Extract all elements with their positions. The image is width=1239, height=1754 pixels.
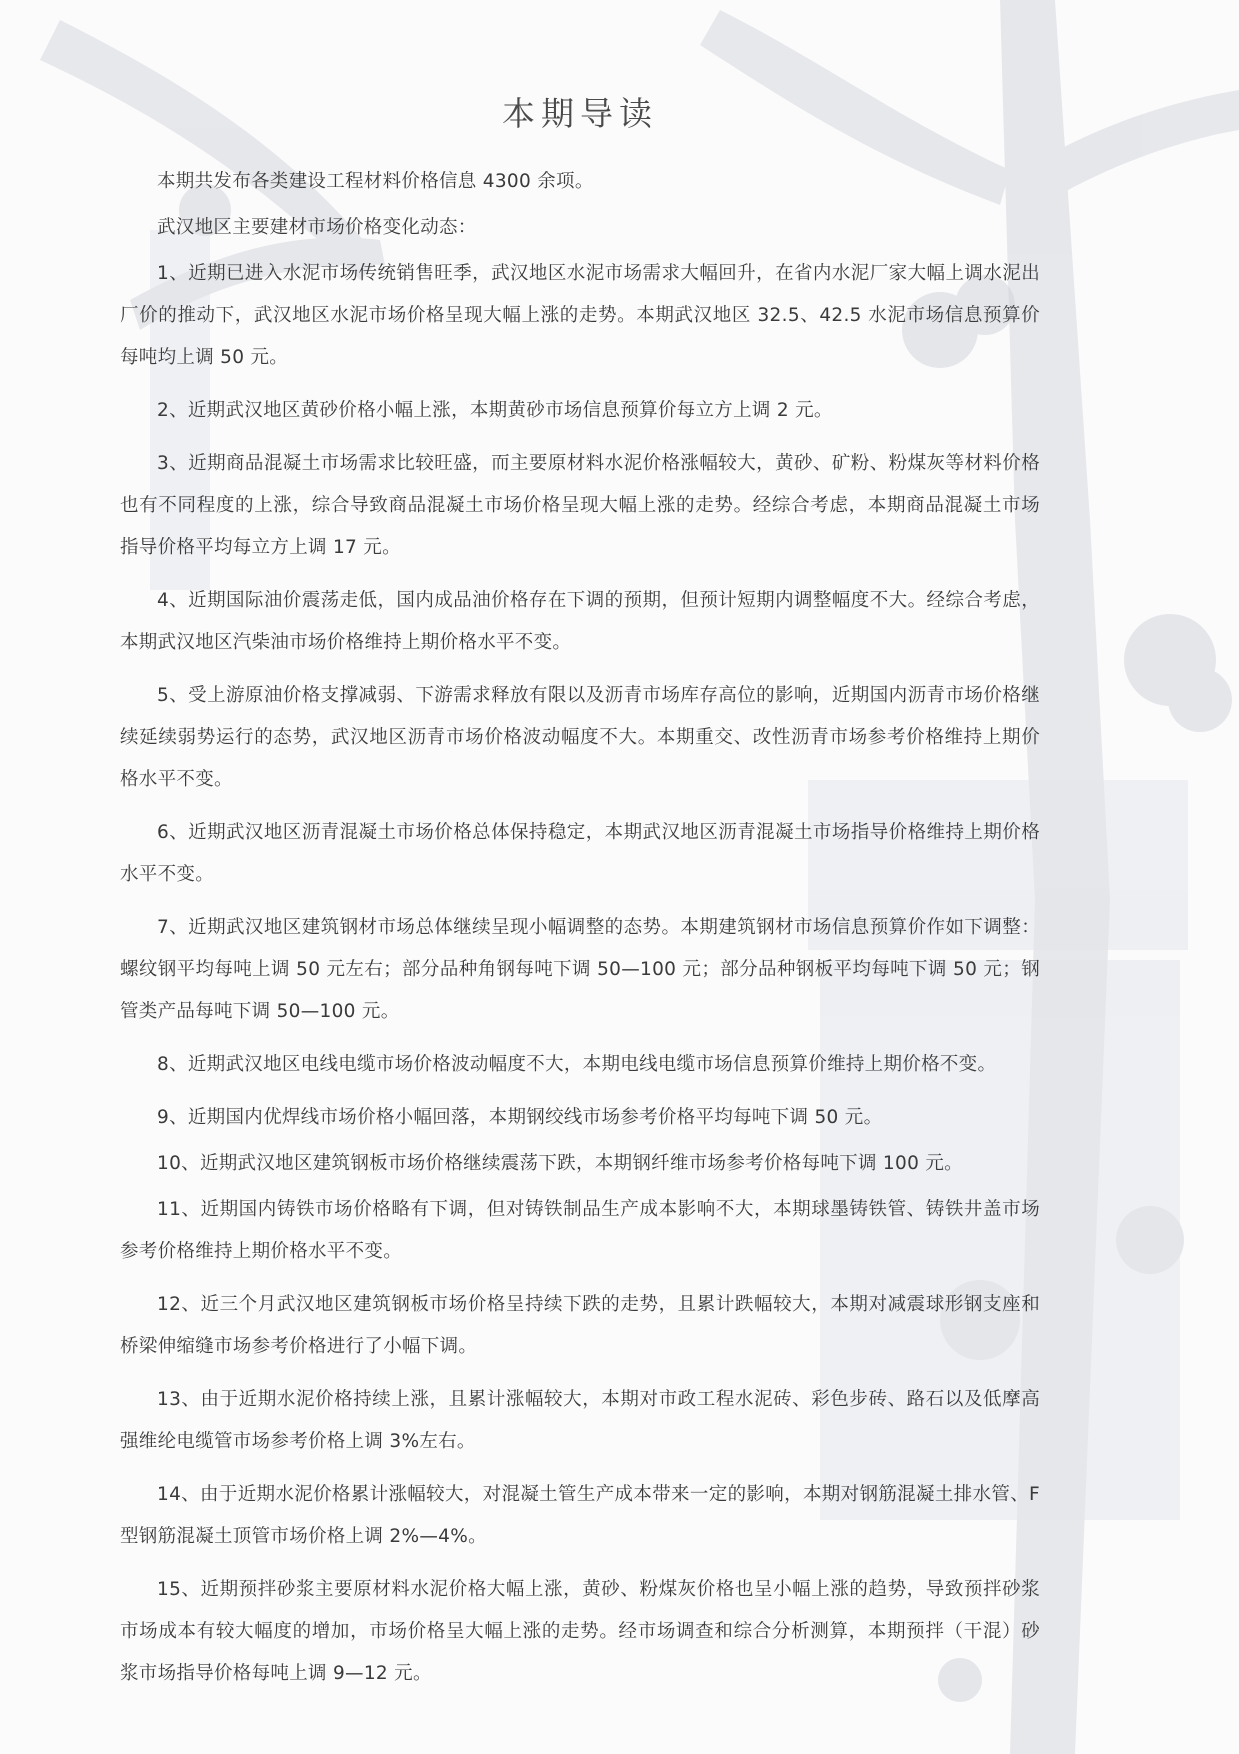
list-item: 13、由于近期水泥价格持续上涨，且累计涨幅较大，本期对市政工程水泥砖、彩色步砖、路石以及低摩高强维纶电缆管市场参考价格上调 3%左右。: [120, 1389, 1040, 1452]
list-item: 2、近期武汉地区黄砂价格小幅上涨，本期黄砂市场信息预算价每立方上调 2 元。: [157, 400, 833, 421]
article: [120, 88, 1040, 1706]
list-item: 10、近期武汉地区建筑钢板市场价格继续震荡下跌，本期钢纤维市场参考价格每吨下调 100 元。: [157, 1153, 963, 1174]
list-item: 6、近期武汉地区沥青混凝土市场价格总体保持稳定，本期武汉地区沥青混凝土市场指导价格维持上期价格水平不变。: [120, 822, 1040, 885]
list-item: 11、近期国内铸铁市场价格略有下调，但对铸铁制品生产成本影响不大，本期球墨铸铁管、铸铁井盖市场参考价格维持上期价格水平不变。: [120, 1199, 1040, 1262]
list-item: 5、受上游原油价格支撑减弱、下游需求释放有限以及沥青市场库存高位的影响，近期国内沥青市场价格继续延续弱势运行的态势，武汉地区沥青市场价格波动幅度不大。本期重交、改性沥青市场参考价格维持上期价格水平不变。: [120, 685, 1040, 790]
list-item: 15、近期预拌砂浆主要原材料水泥价格大幅上涨，黄砂、粉煤灰价格也呈小幅上涨的趋势，导致预拌砂浆市场成本有较大幅度的增加，市场价格呈大幅上涨的走势。经市场调查和综合分析测算，本期预拌（干混）砂浆市场指导价格每吨上调 9—12 元。: [120, 1579, 1040, 1684]
page-title: 本期导读: [502, 94, 658, 133]
intro-paragraph: 本期共发布各类建设工程材料价格信息 4300 余项。: [157, 171, 594, 192]
list-item: 4、近期国际油价震荡走低，国内成品油价格存在下调的预期，但预计短期内调整幅度不大。经综合考虑，本期武汉地区汽柴油市场价格维持上期价格水平不变。: [120, 590, 1040, 653]
intro-paragraph: 武汉地区主要建材市场价格变化动态：: [157, 217, 477, 238]
list-item: 1、近期已进入水泥市场传统销售旺季，武汉地区水泥市场需求大幅回升，在省内水泥厂家大幅上调水泥出厂价的推动下，武汉地区水泥市场价格呈现大幅上涨的走势。本期武汉地区 32.5、42.5 水泥市场信息预算价每吨均上调 50 元。: [120, 263, 1040, 368]
list-item: 7、近期武汉地区建筑钢材市场总体继续呈现小幅调整的态势。本期建筑钢材市场信息预算价作如下调整：螺纹钢平均每吨上调 50 元左右；部分品种角钢每吨下调 50—100 元；部分品种钢板平均每吨下调 50 元；钢管类产品每吨下调 50—100 元。: [120, 917, 1040, 1022]
list-item: 14、由于近期水泥价格累计涨幅较大，对混凝土管生产成本带来一定的影响，本期对钢筋混凝土排水管、F 型钢筋混凝土顶管市场价格上调 2%—4%。: [120, 1484, 1040, 1547]
list-item: 3、近期商品混凝土市场需求比较旺盛，而主要原材料水泥价格涨幅较大，黄砂、矿粉、粉煤灰等材料价格也有不同程度的上涨，综合导致商品混凝土市场价格呈现大幅上涨的走势。经综合考虑，本期商品混凝土市场指导价格平均每立方上调 17 元。: [120, 453, 1040, 558]
list-item: 8、近期武汉地区电线电缆市场价格波动幅度不大，本期电线电缆市场信息预算价维持上期价格不变。: [157, 1054, 997, 1075]
list-item: 9、近期国内优焊线市场价格小幅回落，本期钢绞线市场参考价格平均每吨下调 50 元。: [157, 1107, 883, 1128]
list-item: 12、近三个月武汉地区建筑钢板市场价格呈持续下跌的走势，且累计跌幅较大，本期对减震球形钢支座和桥梁伸缩缝市场参考价格进行了小幅下调。: [120, 1294, 1040, 1357]
